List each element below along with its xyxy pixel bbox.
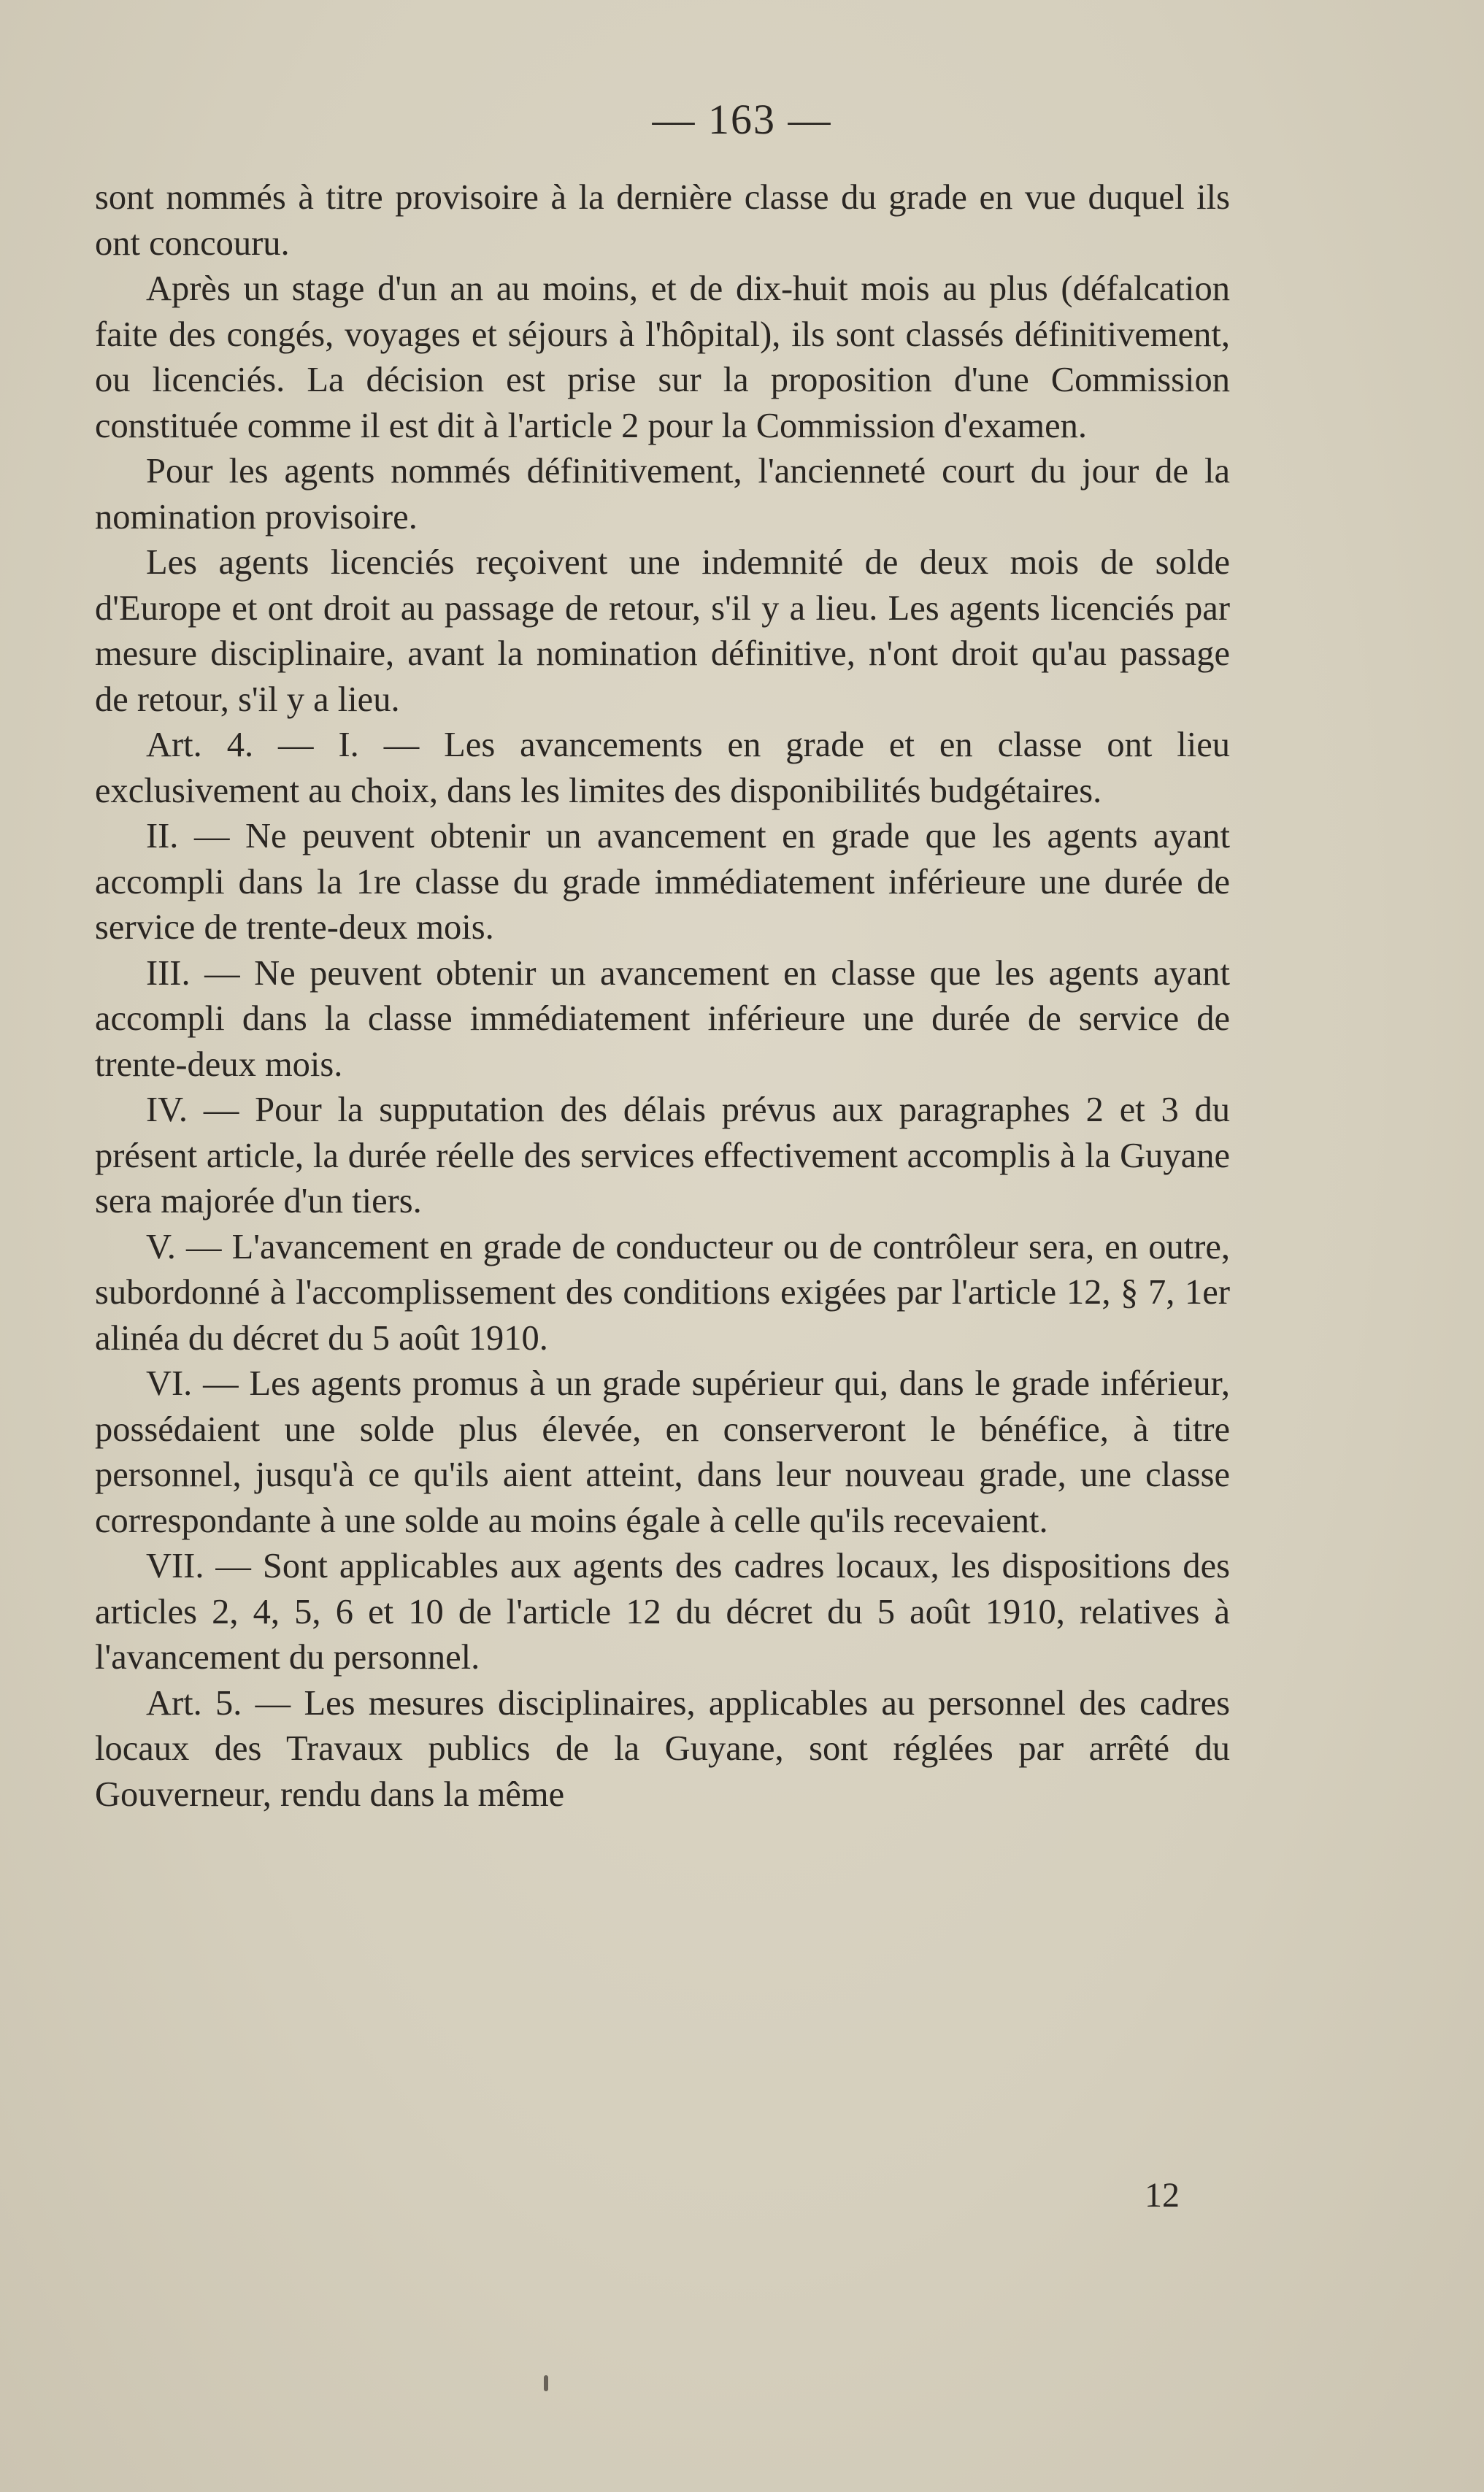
article-4-paragraph-4: IV. — Pour la supputation des délais prévus aux paragraphes 2 et 3 du présent article, la durée réelle des services effectivement accomplis à la Guyane sera majorée d'un tiers. bbox=[95, 1091, 1230, 1220]
body-text bbox=[95, 175, 1230, 1818]
paragraph-continuation: sont nommés à titre provisoire à la dernière classe du grade en vue duquel ils ont concouru. bbox=[95, 178, 1230, 263]
paragraph: Pour les agents nommés définitivement, l'ancienneté court du jour de la nomination provisoire. bbox=[95, 452, 1230, 537]
article-4-paragraph-6: VI. — Les agents promus à un grade supérieur qui, dans le grade inférieur, possédaient une solde plus élevée, en conserveront le bénéfice, à titre personnel, jusqu'à ce qu'ils aient atteint, dans leur nouveau grade, une classe correspondante à une solde au moins égale à celle qu'ils recevaient. bbox=[95, 1364, 1230, 1540]
paragraph: Les agents licenciés reçoivent une indemnité de deux mois de solde d'Europe et ont droit au passage de retour, s'il y a lieu. Les agents licenciés par mesure disciplinaire, avant la nomination définitive, n'ont droit qu'au passage de retour, s'il y a lieu. bbox=[95, 543, 1230, 719]
signature-mark: 12 bbox=[1145, 2176, 1180, 2215]
article-4-paragraph-5: V. — L'avancement en grade de conducteur ou de contrôleur sera, en outre, subordonné à l'accomplissement des conditions exigées par l'article 12, § 7, 1er alinéa du décret du 5 août 1910. bbox=[95, 1227, 1230, 1358]
article-5-paragraph: Art. 5. — Les mesures disciplinaires, applicables au personnel des cadres locaux des Travaux publics de la Guyane, sont réglées par arrêté du Gouverneur, rendu dans la même bbox=[95, 1683, 1230, 1814]
article-4-paragraph-3: III. — Ne peuvent obtenir un avancement en classe que les agents ayant accompli dans la classe immédiatement inférieure une durée de service de trente-deux mois. bbox=[95, 953, 1230, 1084]
article-4-paragraph-1: Art. 4. — I. — Les avancements en grade et en classe ont lieu exclusivement au choix, dans les limites des disponibilités budgétaires. bbox=[95, 726, 1230, 810]
article-4-paragraph-2: II. — Ne peuvent obtenir un avancement en grade que les agents ayant accompli dans la 1re classe du grade immédiatement inférieure une durée de service de trente-deux mois. bbox=[95, 817, 1230, 947]
paragraph: Après un stage d'un an au moins, et de dix-huit mois au plus (défalcation faite des congés, voyages et séjours à l'hôpital), ils sont classés définitivement, ou licenciés. La décision est prise sur la proposition d'une Commission constituée comme il est dit à l'article 2 pour la Commission d'examen. bbox=[95, 269, 1230, 445]
ink-speck bbox=[544, 2375, 548, 2391]
page-number: — 163 — bbox=[652, 96, 832, 143]
article-4-paragraph-7: VII. — Sont applicables aux agents des cadres locaux, les dispositions des articles 2, 4, 5, 6 et 10 de l'article 12 du décret du 5 août 1910, relatives à l'avancement du personnel. bbox=[95, 1547, 1230, 1677]
